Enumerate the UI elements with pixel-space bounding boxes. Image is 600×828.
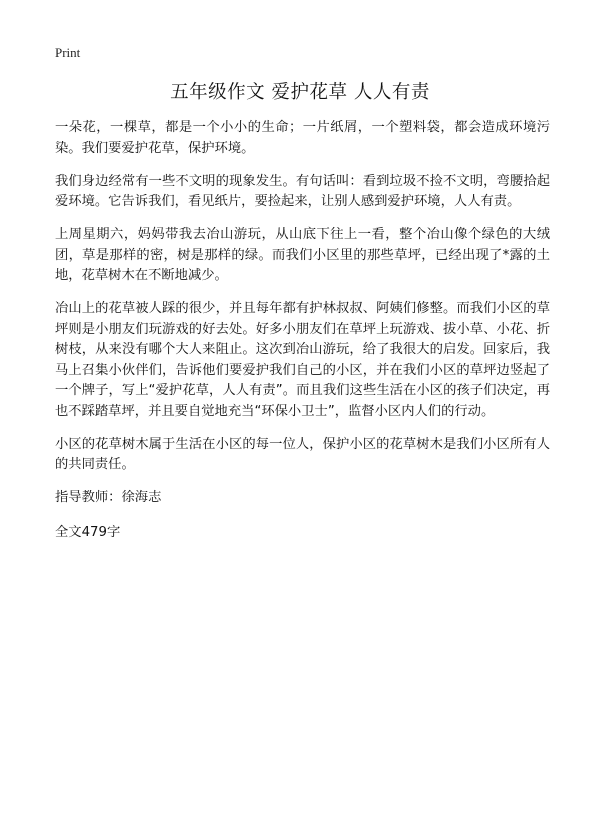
print-link[interactable]: Print: [55, 45, 81, 60]
paragraph-4: 冶山上的花草被人踩的很少，并且每年都有护林叔叔、阿姨们修整。而我们小区的草坪则是小朋友们玩游戏的好去处。好多小朋友们在草坪上玩游戏、拔小草、小花、折树枝，从来没有哪个大人来阻止。这次到冶山游玩，给了我很大的启发。回家后，我马上召集小伙伴们，告诉他们要爱护我们自己的小区，并在我们小区的草坪边竖起了一个牌子，写上“爱护花草，人人有责”。而且我们这些生活在小区的孩子们决定，再也不踩踏草坪，并且要自觉地充当“环保小卫士”，监督小区内人们的行动。: [55, 301, 550, 419]
article-title: 五年级作文 爱护花草 人人有责: [170, 82, 430, 103]
paragraph-2: 我们身边经常有一些不文明的现象发生。有句话叫：看到垃圾不捡不文明，弯腰拾起爱环境。它告诉我们，看见纸片，要捡起来，让别人感到爱护环境，人人有责。: [55, 173, 550, 209]
teacher-signature: 指导教师：徐海志: [55, 490, 162, 505]
paragraph-1: 一朵花，一棵草，都是一个小小的生命；一片纸屑，一个塑料袋，都会造成环境污染。我们要爱护花草，保护环境。: [55, 120, 550, 156]
word-count: 全文479字: [55, 524, 121, 540]
paragraph-3: 上周星期六，妈妈带我去冶山游玩，从山底下往上一看，整个冶山像个绿色的大绒团，草是那样的密，树是那样的绿。而我们小区里的那些草坪，已经出现了*露的土地，花草树木在不断地减少。: [55, 227, 550, 283]
paragraph-5: 小区的花草树木属于生活在小区的每一位人，保护小区的花草树木是我们小区所有人的共同责任。: [55, 436, 550, 472]
article-body: [55, 118, 550, 543]
